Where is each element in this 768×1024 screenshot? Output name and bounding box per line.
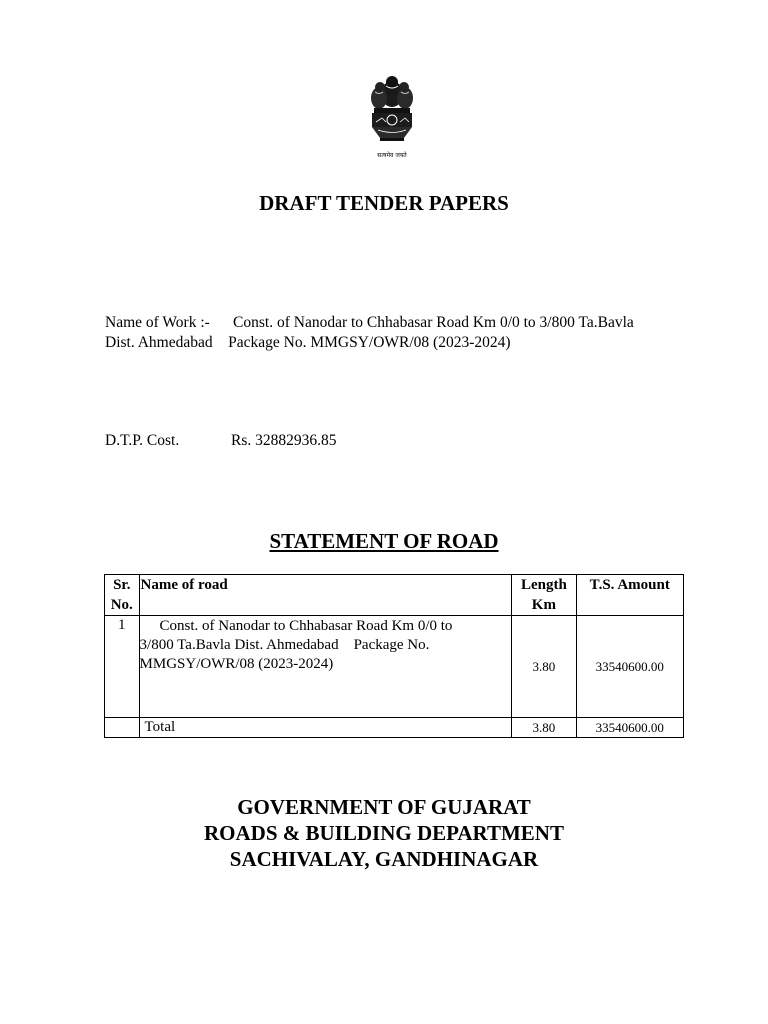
authority-location: SACHIVALAY, GANDHINAGAR bbox=[229, 847, 539, 871]
statement-table bbox=[104, 574, 684, 738]
cell-sr-no: 1 bbox=[105, 616, 140, 718]
header-name-of-road: Name of road bbox=[139, 575, 512, 616]
dtp-cost-value: Rs. 32882936.85 bbox=[231, 432, 337, 449]
authority-department: ROADS & BUILDING DEPARTMENT bbox=[204, 821, 564, 845]
dtp-cost-label: D.T.P. Cost. bbox=[105, 432, 180, 449]
cell-total-sr-empty bbox=[105, 718, 140, 738]
cell-name-of-road: Const. of Nanodar to Chhabasar Road Km 0/0 to 3/800 Ta.Bavla Dist. Ahmedabad Package No. MMGSY/OWR/08 (2023-2024) bbox=[139, 616, 512, 718]
cell-length: 3.80 bbox=[512, 616, 576, 718]
cell-total-amount: 33540600.00 bbox=[576, 718, 683, 738]
work-district: Dist. Ahmedabad bbox=[105, 334, 213, 351]
cell-ts-amount: 33540600.00 bbox=[576, 616, 683, 718]
table-header-row bbox=[105, 575, 684, 616]
work-description bbox=[105, 313, 634, 353]
emblem-motto: सत्यमेव जयते bbox=[377, 152, 407, 159]
work-name-line1: Const. of Nanodar to Chhabasar Road Km 0/0 to 3/800 Ta.Bavla bbox=[233, 314, 634, 331]
work-label: Name of Work :- bbox=[105, 314, 210, 331]
work-package: Package No. MMGSY/OWR/08 (2023-2024) bbox=[228, 334, 511, 351]
state-emblem bbox=[360, 72, 424, 164]
cell-total-length: 3.80 bbox=[512, 718, 576, 738]
authority-government: GOVERNMENT OF GUJARAT bbox=[237, 795, 531, 819]
table-total-row bbox=[105, 718, 684, 738]
dtp-cost bbox=[105, 431, 337, 451]
header-length: Length Km bbox=[512, 575, 576, 616]
cell-total-label: Total bbox=[139, 718, 512, 738]
document-title: DRAFT TENDER PAPERS bbox=[259, 191, 509, 215]
statement-title: STATEMENT OF ROAD bbox=[269, 529, 499, 553]
state-emblem-icon bbox=[360, 72, 424, 152]
table-row bbox=[105, 616, 684, 718]
issuing-authority bbox=[0, 794, 768, 872]
header-sr-no: Sr. No. bbox=[105, 575, 140, 616]
header-ts-amount: T.S. Amount bbox=[576, 575, 683, 616]
